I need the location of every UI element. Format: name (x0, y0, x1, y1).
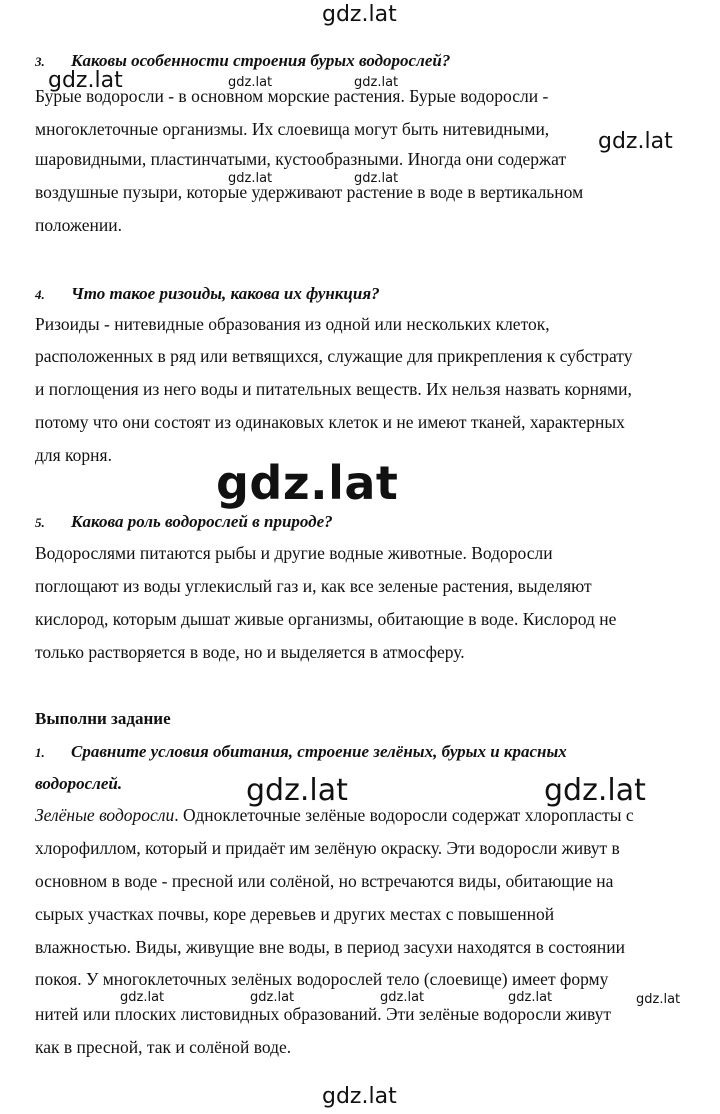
watermark-medium: gdz.lat (544, 773, 646, 808)
answer-line: Водорослями питаются рыбы и другие водные животные. Водоросли (35, 543, 553, 563)
answer-line: влажностью. Виды, живущие вне воды, в период засухи находятся в состоянии (35, 937, 625, 957)
answer-line: для корня. (35, 445, 112, 465)
watermark-bottom: gdz.lat (322, 1084, 397, 1109)
answer-lead-term: Зелёные водоросли (35, 805, 175, 825)
answer-line: расположенных в ряд или ветвящихся, служащие для прикрепления к субстрату (35, 346, 633, 366)
watermark: gdz.lat (48, 68, 123, 93)
answer-line: покоя. У многоклеточных зелёных водорослей тело (слоевище) имеет форму (35, 969, 609, 989)
watermark-top: gdz.lat (322, 2, 397, 27)
watermark-small: gdz.lat (354, 171, 399, 186)
task-1-heading (35, 743, 567, 760)
answer-line: положении. (35, 215, 123, 235)
answer-line: сырых участках почвы, коре деревьев и других местах с повышенной (35, 904, 555, 924)
answer-line: воздушные пузыри, которые удерживают растение в воде в вертикальном (35, 182, 584, 202)
question-text: Каковы особенности строения бурых водорослей? (71, 51, 451, 70)
answer-line: нитей или плоских листовидных образований. Эти зелёные водоросли живут (35, 1004, 612, 1024)
question-number: 3. (35, 54, 45, 69)
watermark-small: gdz.lat (250, 990, 295, 1005)
answer-line: основном в воде - пресной или солёной, но встречаются виды, обитающие на (35, 871, 614, 891)
answer-line: поглощают из воды углекислый газ и, как все зеленые растения, выделяют (35, 576, 592, 596)
answer-line: Бурые водоросли - в основном морские растения. Бурые водоросли - (35, 86, 549, 106)
watermark-small: gdz.lat (228, 75, 273, 90)
question-text: Какова роль водорослей в природе? (71, 512, 333, 531)
question-number: 4. (35, 287, 45, 302)
question-4-heading (35, 285, 380, 302)
watermark-small: gdz.lat (380, 990, 425, 1005)
answer-line: Ризоиды - нитевидные образования из одной или нескольких клеток, (35, 314, 550, 334)
watermark-small: gdz.lat (354, 75, 399, 90)
watermark-small: gdz.lat (120, 990, 165, 1005)
question-text: Что такое ризоиды, какова их функция? (71, 284, 380, 303)
answer-line: и поглощения из него воды и питательных веществ. Их нельзя назвать корнями, (35, 379, 632, 399)
question-5-heading (35, 513, 333, 530)
answer-line: шаровидными, пластинчатыми, кустообразными. Иногда они содержат (35, 149, 567, 169)
watermark-small: gdz.lat (508, 990, 553, 1005)
task-text-line-1: Сравните условия обитания, строение зелёных, бурых и красных (71, 742, 567, 761)
answer-lead-rest: . Одноклеточные зелёные водоросли содержат хлоропласты с (174, 805, 634, 825)
watermark-medium: gdz.lat (246, 773, 348, 808)
answer-line: кислород, которым дышат живые организмы, обитающие в воде. Кислород не (35, 609, 617, 629)
watermark-small: gdz.lat (636, 992, 681, 1007)
watermark: gdz.lat (598, 129, 673, 154)
answer-line: потому что они состоят из одинаковых клеток и не имеют тканей, характерных (35, 412, 625, 432)
question-3-heading (35, 52, 450, 69)
watermark-small: gdz.lat (228, 171, 273, 186)
task-number: 1. (35, 745, 45, 760)
answer-line: многоклеточные организмы. Их слоевища могут быть нитевидными, (35, 119, 550, 139)
answer-line: только растворяется в воде, но и выделяется в атмосферу. (35, 642, 465, 662)
question-number: 5. (35, 515, 45, 530)
answer-first-line (35, 807, 634, 825)
watermark-big: gdz.lat (216, 456, 399, 510)
answer-line: как в пресной, так и солёной воде. (35, 1037, 292, 1057)
section-heading: Выполни задание (35, 709, 171, 728)
task-text-line-2: водорослей. (35, 774, 123, 793)
answer-line: хлорофиллом, который и придаёт им зелёную окраску. Эти водоросли живут в (35, 838, 620, 858)
